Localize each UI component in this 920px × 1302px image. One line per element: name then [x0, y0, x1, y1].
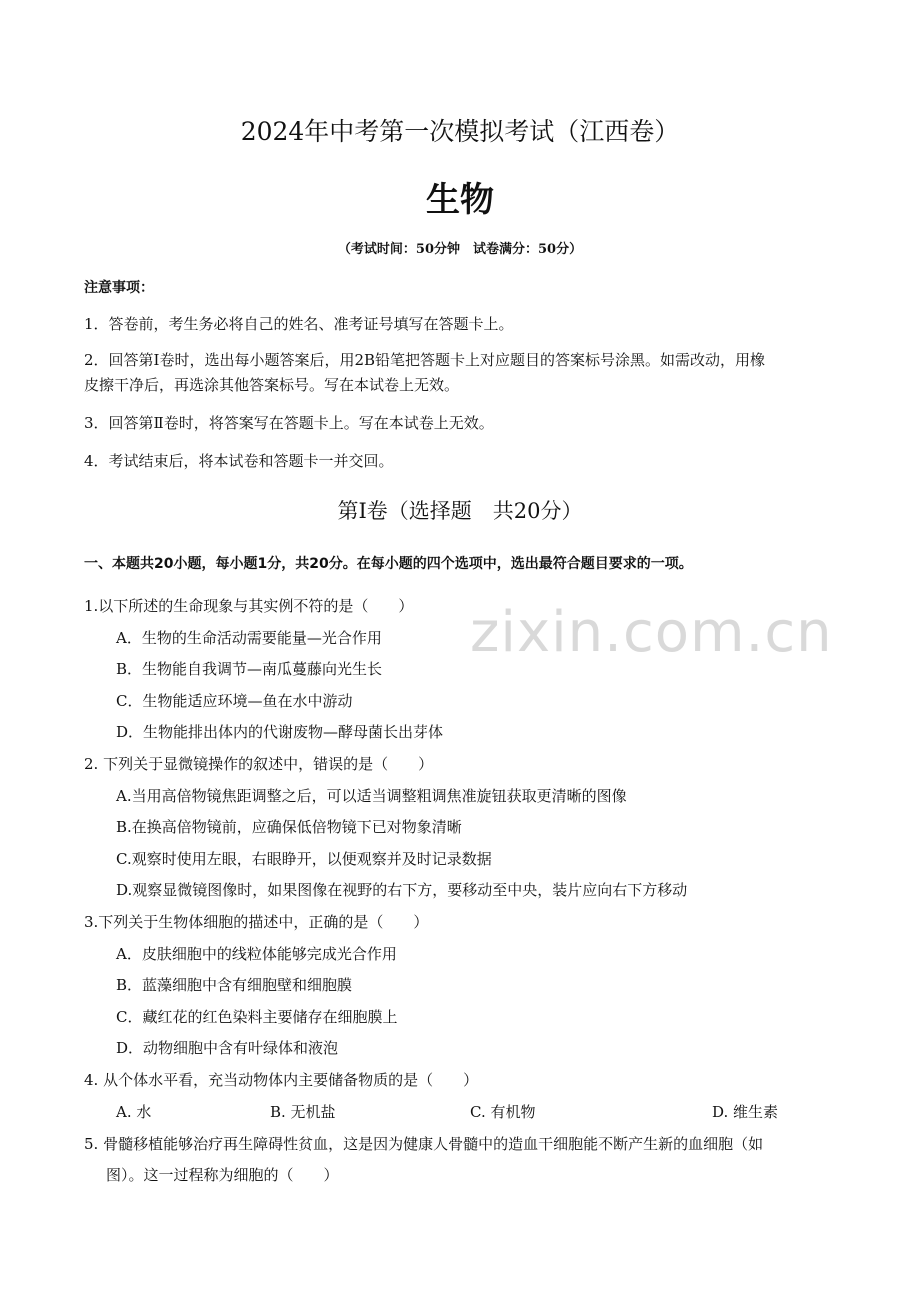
question-3-option-c: C．藏红花的红色染料主要储存在细胞膜上: [116, 1008, 398, 1026]
question-1-option-a: A．生物的生命活动需要能量—光合作用: [116, 629, 382, 647]
question-2-option-a: A.当用高倍物镜焦距调整之后，可以适当调整粗调焦准旋钮获取更清晰的图像: [116, 787, 627, 805]
exam-info: （考试时间：50分钟 试卷满分：50分）: [337, 242, 583, 257]
question-2-option-c: C.观察时使用左眼，右眼睁开，以便观察并及时记录数据: [116, 850, 492, 868]
question-3-option-a: A．皮肤细胞中的线粒体能够完成光合作用: [116, 945, 397, 963]
watermark: zixin.com.cn: [470, 600, 833, 665]
question-4-option-d: D. 维生素: [712, 1103, 779, 1121]
notice-heading: 注意事项：: [84, 280, 154, 296]
question-2-option-b: B.在换高倍物镜前，应确保低倍物镜下已对物象清晰: [116, 818, 462, 836]
question-4-option-b: B. 无机盐: [270, 1103, 336, 1121]
notice-item-1: 1．答卷前，考生务必将自己的姓名、准考证号填写在答题卡上。: [84, 315, 514, 333]
notice-item-2: 2．回答第Ⅰ卷时，选出每小题答案后，用2B铅笔把答题卡上对应题目的答案标号涂黑。如需改动，用橡: [84, 351, 766, 369]
part-instruction: 一、本题共20小题，每小题1分，共20分。在每小题的四个选项中，选出最符合题目要求的一项。: [84, 556, 693, 572]
question-4-option-c: C. 有机物: [470, 1103, 536, 1121]
question-3-option-b: B．蓝藻细胞中含有细胞壁和细胞膜: [116, 976, 353, 994]
question-1-option-b: B．生物能自我调节—南瓜蔓藤向光生长: [116, 660, 383, 678]
question-2-stem: 2. 下列关于显微镜操作的叙述中，错误的是（ ）: [84, 755, 434, 773]
question-4-option-a: A. 水: [116, 1103, 152, 1121]
question-1-option-c: C．生物能适应环境—鱼在水中游动: [116, 692, 353, 710]
question-3-stem: 3.下列关于生物体细胞的描述中，正确的是（ ）: [84, 913, 429, 931]
question-5-stem: 5. 骨髓移植能够治疗再生障碍性贫血，这是因为健康人骨髓中的造血干细胞能不断产生新的血细胞（如: [84, 1135, 764, 1153]
question-4-stem: 4. 从个体水平看，充当动物体内主要储备物质的是（ ）: [84, 1071, 479, 1089]
section-title: 第Ⅰ卷（选择题 共20分）: [337, 499, 583, 523]
exam-title: 2024年中考第一次模拟考试（江西卷）: [240, 117, 680, 146]
subject-title: 生物: [426, 180, 494, 220]
notice-item-3: 3．回答第Ⅱ卷时，将答案写在答题卡上。写在本试卷上无效。: [84, 414, 494, 432]
question-5-stem-cont: 图）。这一过程称为细胞的（ ）: [106, 1166, 339, 1184]
question-1-stem: 1.以下所述的生命现象与其实例不符的是（ ）: [84, 597, 414, 615]
question-1-option-d: D．生物能排出体内的代谢废物—酵母菌长出芽体: [116, 723, 444, 741]
question-2-option-d: D.观察显微镜图像时，如果图像在视野的右下方，要移动至中央，装片应向右下方移动: [116, 881, 688, 899]
question-3-option-d: D．动物细胞中含有叶绿体和液泡: [116, 1039, 339, 1057]
notice-item-2-cont: 皮擦干净后，再选涂其他答案标号。写在本试卷上无效。: [84, 376, 460, 394]
notice-item-4: 4．考试结束后，将本试卷和答题卡一并交回。: [84, 452, 394, 470]
